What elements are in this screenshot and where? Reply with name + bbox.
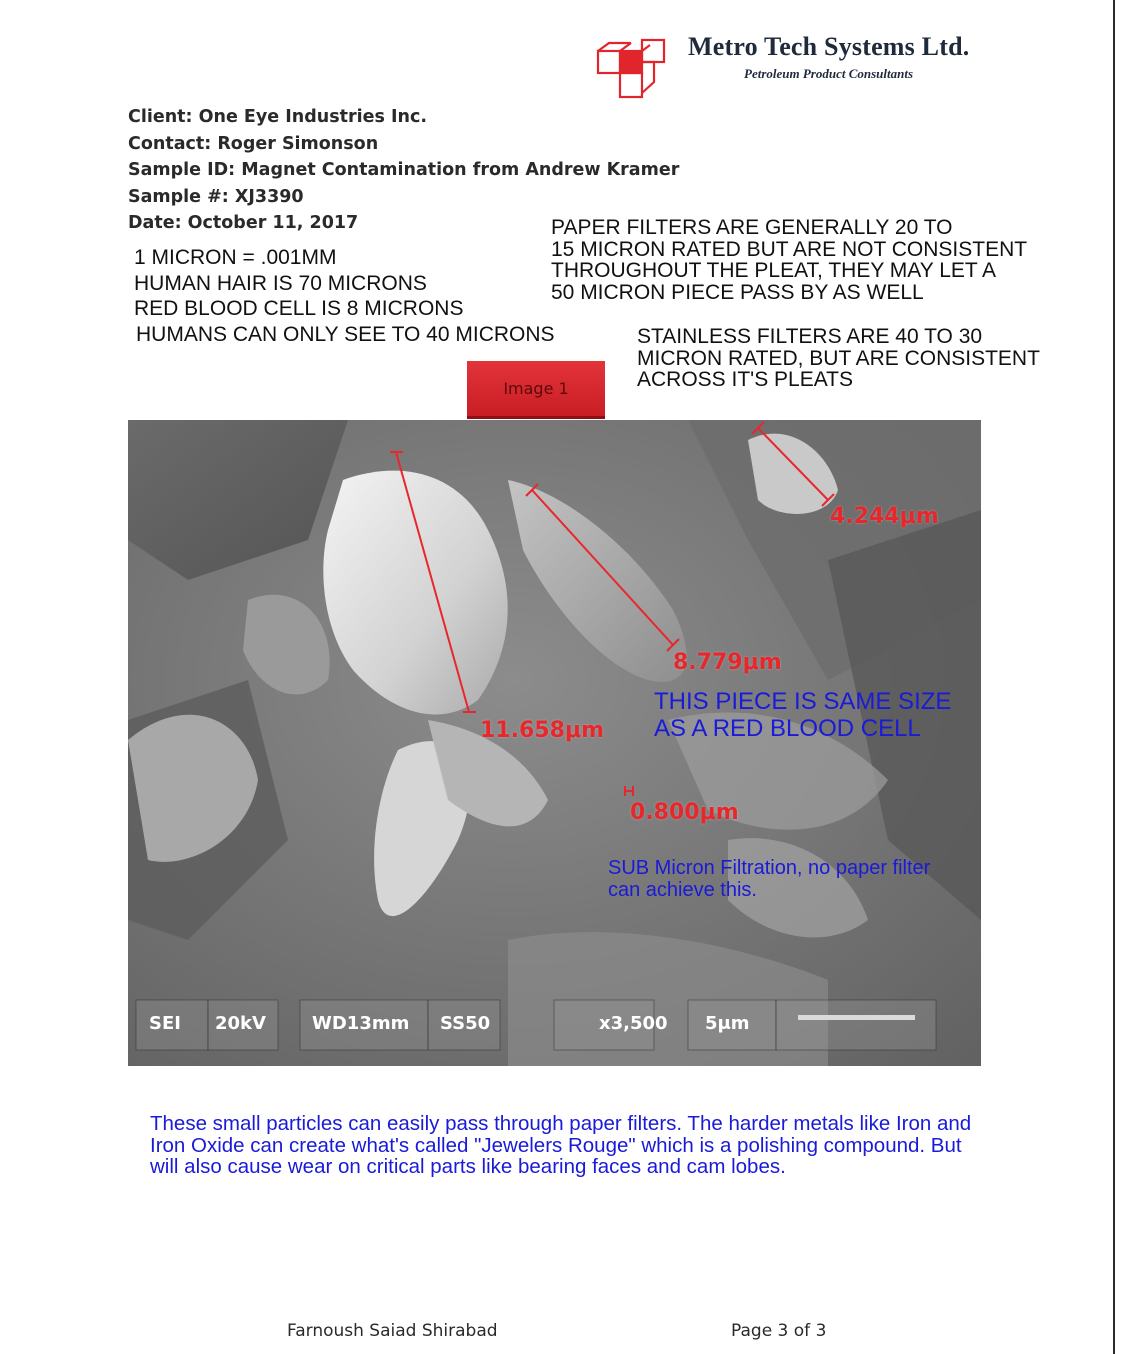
rbc-note-line: THIS PIECE IS SAME SIZE xyxy=(654,688,952,715)
sem-mode-label: SEI xyxy=(149,1013,181,1034)
date-line: Date: October 11, 2017 xyxy=(128,213,359,233)
sem-micrograph xyxy=(128,420,981,1066)
note-line: ACROSS IT'S PLEATS xyxy=(637,368,854,391)
company-logo-icon xyxy=(594,37,668,101)
page-edge-rule xyxy=(1113,0,1115,1354)
note-line: 50 MICRON PIECE PASS BY AS WELL xyxy=(551,280,924,304)
rbc-note-line: AS A RED BLOOD CELL xyxy=(654,715,921,742)
note-line: 15 MICRON RATED BUT ARE NOT CONSISTENT xyxy=(551,237,1028,261)
bottom-note-line: will also cause wear on critical parts like bearing faces and cam lobes. xyxy=(150,1155,786,1178)
paper-filters-note xyxy=(551,217,1027,303)
rbc-size-note xyxy=(654,688,951,742)
sample-id-line: Sample ID: Magnet Contamination from Andrew Kramer xyxy=(128,160,680,180)
sample-number-line: Sample #: XJ3390 xyxy=(128,186,304,207)
sem-magnification-label: x3,500 xyxy=(599,1013,668,1034)
fact-line: RED BLOOD CELL IS 8 MICRONS xyxy=(134,297,464,320)
sem-wd-label: WD13mm xyxy=(312,1013,410,1034)
footer-author: Farnoush Saiad Shirabad xyxy=(287,1321,498,1341)
company-tagline: Petroleum Product Consultants xyxy=(744,66,914,81)
measurement-label-4244: 4.244μm xyxy=(830,504,939,529)
sem-scale-label: 5μm xyxy=(705,1013,750,1034)
sub-note-line: can achieve this. xyxy=(608,879,757,901)
note-line: STAINLESS FILTERS ARE 40 TO 30 xyxy=(637,325,983,348)
sem-ss-label: SS50 xyxy=(440,1013,491,1034)
measurement-label-0800: 0.800μm xyxy=(630,800,739,825)
image-1-tab: Image 1 xyxy=(467,361,605,419)
note-line: MICRON RATED, BUT ARE CONSISTENT xyxy=(637,346,1040,370)
note-line: THROUGHOUT THE PLEAT, THEY MAY LET A xyxy=(551,259,997,282)
sub-note-line: SUB Micron Filtration, no paper filter xyxy=(608,857,931,879)
measurement-label-11658: 11.658μm xyxy=(480,718,605,743)
sub-micron-note xyxy=(608,857,930,901)
fact-line: HUMANS CAN ONLY SEE TO 40 MICRONS xyxy=(136,322,555,346)
client-line: Client: One Eye Industries Inc. xyxy=(128,107,427,127)
footer-page-number: Page 3 of 3 xyxy=(731,1321,827,1341)
bottom-note xyxy=(150,1113,971,1178)
bottom-note-line: Iron Oxide can create what's called "Jewelers Rouge" which is a polishing compound. But xyxy=(150,1133,962,1157)
sem-voltage-label: 20kV xyxy=(215,1013,266,1034)
measurement-label-8779: 8.779μm xyxy=(673,650,782,675)
fact-line: 1 MICRON = .001MM xyxy=(134,246,337,269)
bottom-note-line: These small particles can easily pass through paper filters. The harder metals like Iron and xyxy=(150,1112,972,1135)
fact-line: HUMAN HAIR IS 70 MICRONS xyxy=(134,271,427,295)
stainless-filters-note xyxy=(637,326,1040,391)
company-name: Metro Tech Systems Ltd. xyxy=(688,32,970,61)
note-line: PAPER FILTERS ARE GENERALLY 20 TO xyxy=(551,216,953,239)
contact-line: Contact: Roger Simonson xyxy=(128,133,379,154)
micron-facts xyxy=(134,245,555,347)
